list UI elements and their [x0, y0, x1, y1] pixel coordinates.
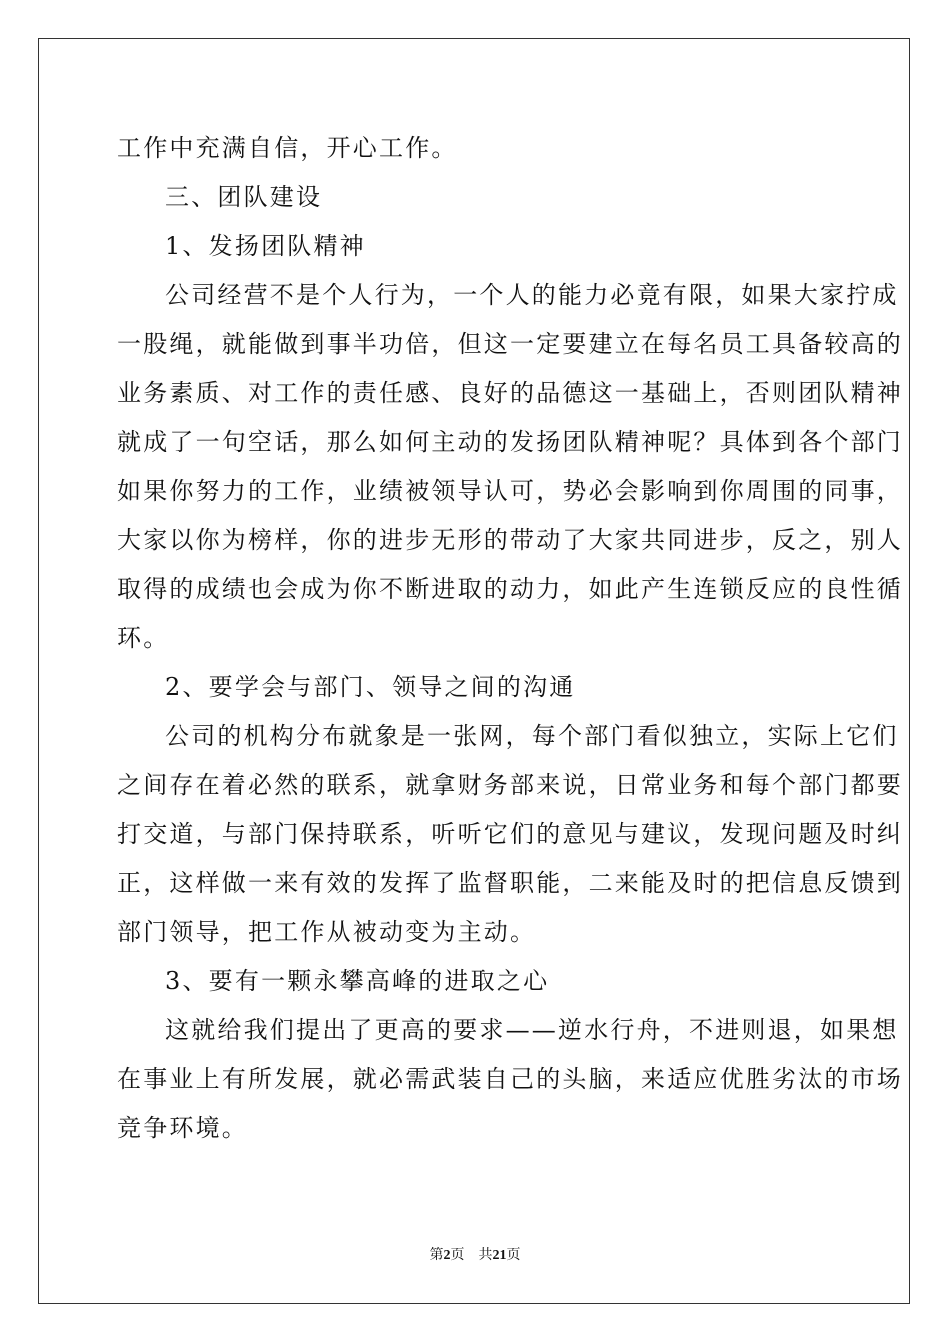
paragraph-line: 竞争环境。	[117, 1114, 248, 1142]
page-total: 21	[492, 1248, 507, 1263]
paragraph-line: 大家以你为榜样，你的进步无形的带动了大家共同进步，反之，别人	[117, 526, 903, 554]
paragraph-line: 公司经营不是个人行为，一个人的能力必竟有限，如果大家拧成	[165, 281, 899, 309]
paragraph-line: 取得的成绩也会成为你不断进取的动力，如此产生连锁反应的良性循	[117, 575, 903, 603]
page-suffix: 页	[450, 1248, 465, 1263]
section-heading: 三、团队建设	[165, 183, 323, 211]
subsection-heading: 1、发扬团队精神	[165, 232, 366, 260]
paragraph-line: 就成了一句空话，那么如何主动的发扬团队精神呢？具体到各个部门	[117, 428, 903, 456]
paragraph-line: 之间存在着必然的联系，就拿财务部来说，日常业务和每个部门都要	[117, 771, 903, 799]
paragraph-line: 这就给我们提出了更高的要求——逆水行舟，不进则退，如果想	[165, 1016, 899, 1044]
paragraph-line: 环。	[117, 624, 170, 652]
total-prefix: 共	[478, 1248, 493, 1263]
page-footer	[0, 1244, 950, 1264]
paragraph-line: 业务素质、对工作的责任感、良好的品德这一基础上，否则团队精神	[117, 379, 903, 407]
subsection-heading: 2、要学会与部门、领导之间的沟通	[165, 673, 576, 701]
total-suffix: 页	[506, 1248, 521, 1263]
paragraph-line: 如果你努力的工作，业绩被领导认可，势必会影响到你周围的同事，	[117, 477, 903, 505]
subsection-heading: 3、要有一颗永攀高峰的进取之心	[165, 967, 550, 995]
paragraph-line: 打交道，与部门保持联系，听听它们的意见与建议，发现问题及时纠	[117, 820, 903, 848]
paragraph-line: 正，这样做一来有效的发挥了监督职能，二来能及时的把信息反馈到	[117, 869, 903, 897]
paragraph-line: 公司的机构分布就象是一张网，每个部门看似独立，实际上它们	[165, 722, 899, 750]
paragraph-line: 一股绳，就能做到事半功倍，但这一定要建立在每名员工具备较高的	[117, 330, 903, 358]
document-body	[117, 124, 903, 1153]
paragraph-line: 工作中充满自信，开心工作。	[117, 134, 458, 162]
paragraph-line: 在事业上有所发展，就必需武装自己的头脑，来适应优胜劣汰的市场	[117, 1065, 903, 1093]
paragraph-line: 部门领导，把工作从被动变为主动。	[117, 918, 537, 946]
page-current: 2	[443, 1248, 451, 1263]
page-prefix: 第	[429, 1248, 444, 1263]
